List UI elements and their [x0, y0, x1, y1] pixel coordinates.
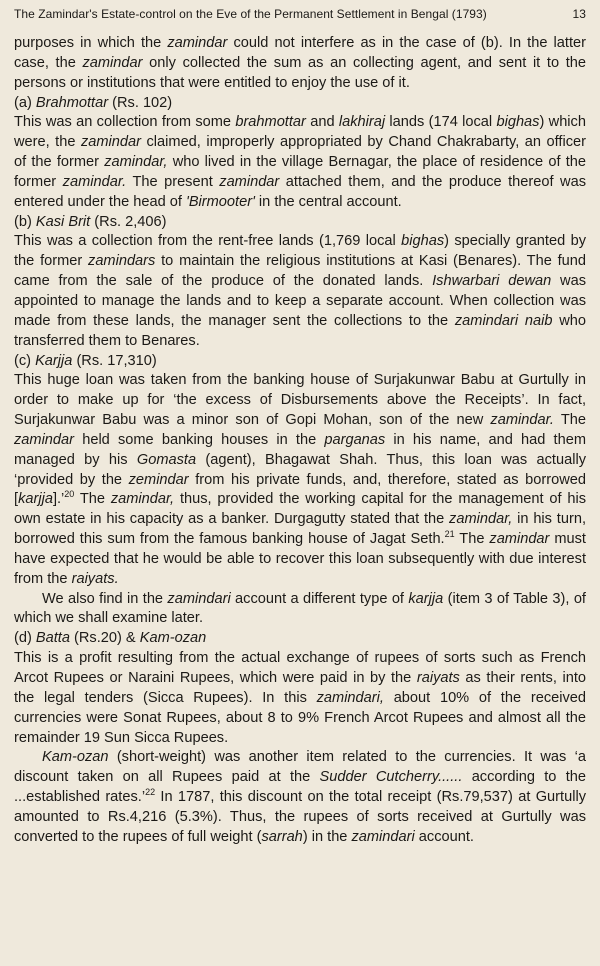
body-text — [14, 34, 586, 848]
section-heading: (d) Batta (Rs.20) & Kam-ozan — [14, 630, 207, 647]
running-head-title: The Zamindar's Estate-control on the Eve of the Permanent Settlement in Bengal (1793) — [14, 7, 487, 21]
paragraph: Kam-ozan (short-weight) was another item related to the currencies. It was ‘a discount taken on all Rupees paid at the Sudder Cutcherry...... according to the ...established rates.’$^{22}$ In 1787, this discount on the total receipt (Rs.79,537) at Gurtully amounted to Rs.4,216 (5.3%). Thus, the rupees of sorts received at Gurtully was converted to the rupees of full weight (sarrah) in the zamindari account. — [14, 749, 587, 845]
paragraph: This is a profit resulting from the actual exchange of rupees of sorts such as French Arcot Rupees or Naraini Rupees, which were paid in by the raiyats as their rents, into the legal tenders (Sicca Rupees). In this zamindari, about 10% of the received currencies were Sonat Rupees, about 8 to 9% French Arcot Rupees and almost all the remainder 19 Sun Sicca Rupees. — [14, 650, 586, 746]
running-head — [14, 6, 586, 22]
section-heading: (b) Kasi Brit (Rs. 2,406) — [14, 213, 167, 230]
paragraph: We also find in the zamindari account a different type of karjja (item 3 of Table 3), of which we shall examine later. — [14, 590, 586, 627]
section-heading: (c) Karjja (Rs. 17,310) — [14, 352, 157, 369]
section-heading: (a) Brahmottar (Rs. 102) — [14, 94, 173, 111]
paragraph: This was a collection from the rent-free lands (1,769 local bighas) specially granted by the former zamindars to maintain the religious institutions at Kasi (Benares). The fund came from the sale of the produce of the donated lands. Ishwarbari dewan was appointed to manage the lands and to keep a separate account. When collection was made from these lands, the manager sent the collections to the zamindari naib who transferred them to Benares. — [14, 233, 586, 349]
paragraph: This huge loan was taken from the banking house of Surjakunwar Babu at Gurtully in order to make up for ‘the excess of Disbursements above the Receipts’. In fact, Surjakunwar Babu was a minor son of Gopi Mohan, son of the new zamindar. The zamindar held some banking houses in the parganas in his name, and had them managed by his Gomasta (agent), Bhagawat Shah. Thus, this loan was actually ‘provided by the zemindar from his private funds, and, therefore, stated as borrowed [karjja].’$^{20}$ The zamindar, thus, provided the working capital for the management of his own estate in his capacity as a banker. Durgagutty stated that the zamindar, in his turn, borrowed this sum from the famous banking house of Jagat Seth.$^{21}$ The zamindar must have expected that he would be able to recover this loan subsequently with due interest from the raiyats. — [14, 372, 586, 587]
paragraph: purposes in which the zamindar could not interfere as in the case of (b). In the latter case, the zamindar only collected the sum as an collecting agent, and sent it to the persons or institutions that were entitled to enjoy the use of it. — [14, 35, 587, 91]
paragraph: This was an collection from some brahmottar and lakhiraj lands (174 local bighas) which were, the zamindar claimed, improperly appropriated by Chand Chakrabarty, an officer of the former zamindar, who lived in the village Bernagar, the place of residence of the former zamindar. The present zamindar attached them, and the produce thereof was entered under the head of 'Birmooter' in the central account. — [14, 114, 587, 210]
page-number: 13 — [572, 7, 586, 21]
